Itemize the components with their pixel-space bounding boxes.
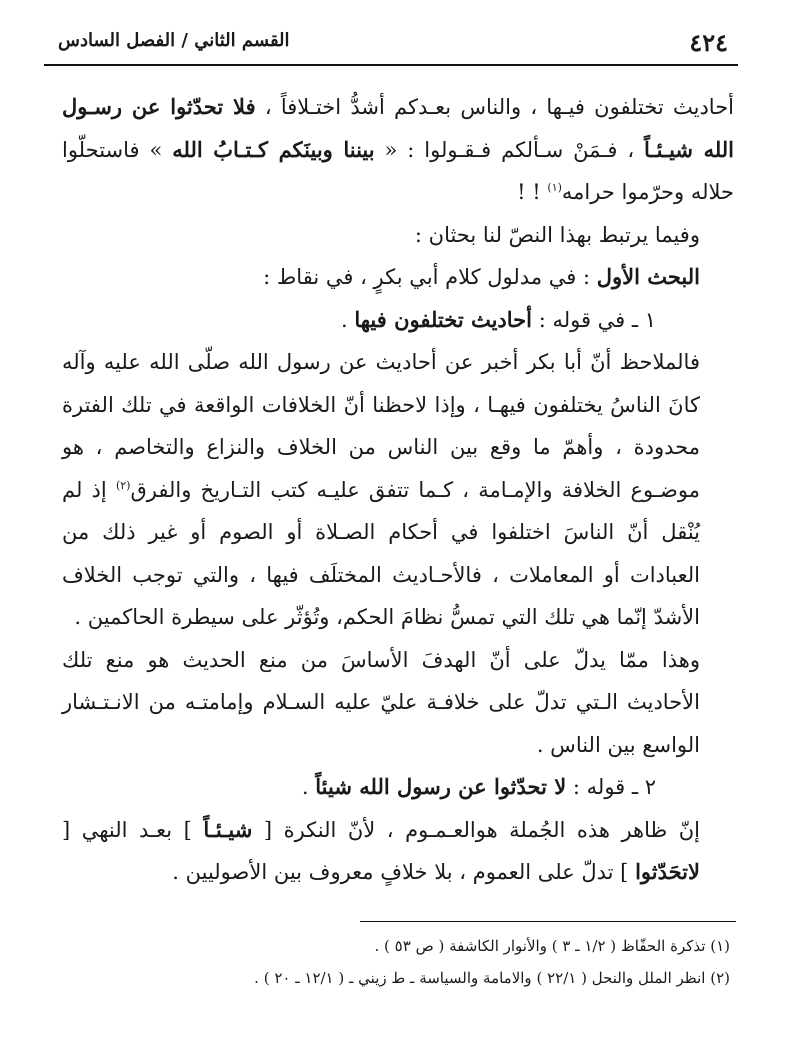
text-run: ] بعـد النهي [ — [62, 817, 204, 842]
paragraph-intro: وفيما يرتبط بهذا النصّ لنا بحثان : — [414, 222, 700, 247]
bold-phrase: شيـئـاً — [203, 816, 253, 842]
text-run: إذ لم يُنْقل أنّ الناسَ اختلفوا في أحكام الصـلاة أو الصوم أو غير ذلك من العبادات أو المعاملات ، فالأحـاديث المختلَف فيها ، والتي توجب الخلاف الأشدّ إنّما هي تلك التي تمسُّ نظامَ الحكم، وتُؤثّر على سيطرة الحاكمين . — [62, 477, 700, 629]
bold-phrase: لاتحَدّثوا — [635, 859, 700, 884]
text-run: . — [301, 775, 316, 799]
text-run: : في مدلول كلام أبي بكرٍ ، في نقاط : — [263, 265, 597, 289]
page-header — [48, 22, 734, 62]
text-run: ] تدلّ على العموم ، بلا خلافٍ معروف بين الأصوليين . — [172, 860, 636, 884]
text-run: ٢ ـ قوله : — [566, 775, 656, 799]
running-title: القسم الثاني / الفصل السادس — [58, 30, 290, 51]
text-run: » فاستحلّوا حلاله وحرّموا حرامه — [62, 137, 734, 204]
section-heading — [62, 256, 734, 299]
footnote-rule — [360, 921, 736, 922]
text-run: أحاديث تختلفون فيـها ، والناس بعـدكم أشدُّ اختـلافاً ، — [255, 95, 735, 119]
text-run: فالملاحظ أنّ أبا بكر أخبر عن أحاديث عن رسول الله صلّى الله عليه وآله كانَ الناسُ يختلفون فيهـا ، وإذا لاحظنا أنّ الخلافات الواقعة في تلك الفترة محدودة ، وأهمّ ما وقع بين الناس من الخلاف والنزاع والتخاصم ، هو موضـوع الخلافة والإمـامة ، كـما تتفق عليـه كتب التـاريخ والفرق — [62, 350, 700, 502]
bold-phrase: أحاديث تختلفون فيها — [354, 306, 533, 332]
text-run: ، فـمَنْ سـألكم فـقـولوا : « — [374, 137, 645, 162]
text-run: ١ ـ في قوله : — [532, 307, 656, 332]
footnote-ref-1: (١) — [547, 181, 562, 194]
bold-phrase: فلا تحدّثوا عن رسـول الله شيـئـاً — [62, 94, 735, 162]
paragraph-analysis — [62, 341, 734, 639]
footnotes — [62, 930, 734, 994]
paragraph-quote — [62, 86, 734, 214]
point-1-heading — [62, 299, 734, 342]
text-run: إنّ ظاهر هذه الجُملة هوالعـمـوم ، لأنّ النكرة [ — [252, 817, 700, 842]
text-run: . — [340, 307, 355, 332]
footnote-ref-2: (٢) — [115, 478, 131, 492]
text-run: ! ! — [517, 180, 548, 204]
header-rule — [44, 64, 738, 66]
section-title: البحث الأول — [596, 264, 700, 289]
main-text — [62, 86, 734, 894]
bold-phrase: لا تحدّثوا عن رسول الله شيئاً — [315, 774, 567, 799]
bold-phrase: بيننا وبينَكم كـتـابُ الله — [172, 136, 375, 162]
paragraph-generality — [62, 809, 734, 894]
point-2-heading — [62, 766, 734, 809]
footnote-2: (٢) انظر الملل والنحل ( ٢٢/١ ) والامامة والسياسة ـ ط زيني ـ ( ١٢/١ ـ ٢٠ ) . — [254, 969, 730, 987]
paragraph-conclusion: وهذا ممّا يدلّ على أنّ الهدفَ الأساسَ من منع الحديث هو منع تلك الأحاديث الـتي تدلّ على خلافـة عليّ عليه السـلام وإمامتـه من الانـتـشار الواسع بين الناس . — [62, 647, 700, 757]
footnote-1: (١) تذكرة الحفّاظ ( ١/٢ ـ ٣ ) والأنوار الكاشفة ( ص ٥٣ ) . — [374, 937, 730, 955]
page-number: ٤٢٤ — [689, 28, 728, 57]
